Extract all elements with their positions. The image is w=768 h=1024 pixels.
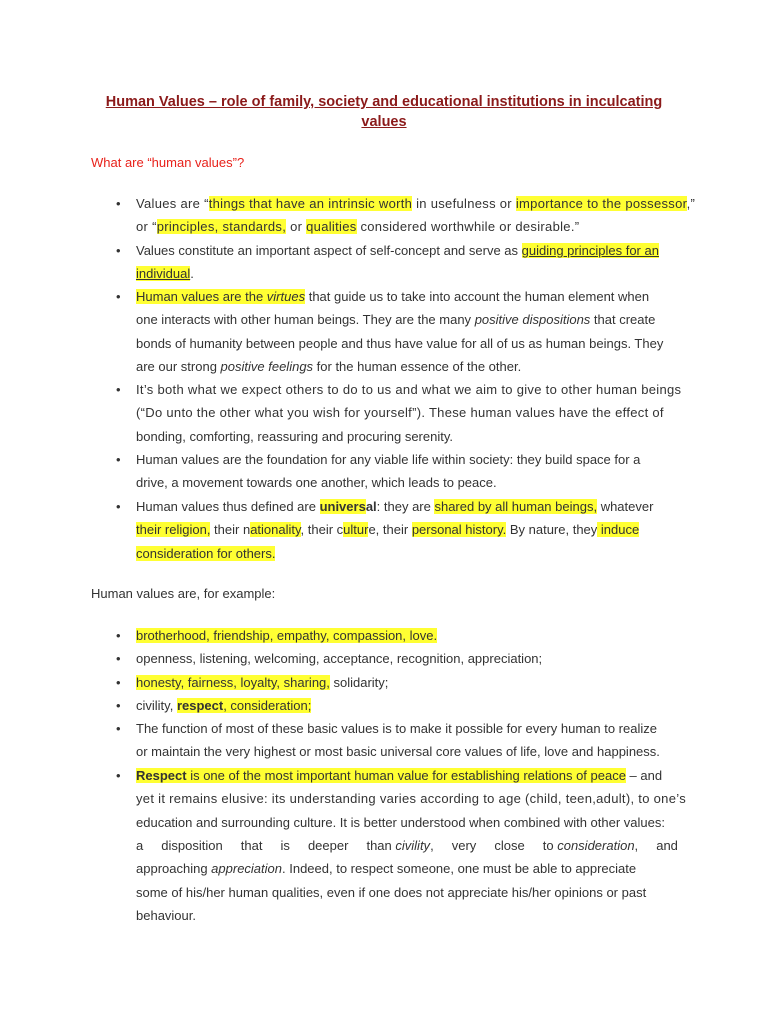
text-span: civility — [395, 837, 431, 853]
highlight-span: their religion, — [136, 522, 211, 538]
text-span: whatever — [597, 499, 654, 514]
text-line: or maintain the very highest or most basic universal core values of life, love and happiness. — [136, 744, 660, 760]
highlight-span: qualities — [306, 219, 357, 235]
highlight-span: consideration for others. — [136, 545, 276, 561]
text-line — [136, 285, 678, 308]
highlight-span: guiding principles for an — [521, 243, 659, 258]
text-span: very — [451, 837, 477, 853]
text-span: , — [430, 837, 434, 853]
highlight-span: principles, standards, — [156, 219, 287, 235]
text-line: It’s both what we expect others to do to us and what we aim to give to other human beings — [136, 382, 682, 397]
text-line — [136, 542, 678, 565]
text-line: openness, listening, welcoming, acceptance, recognition, appreciation; — [136, 651, 543, 666]
bullet-marker: • — [116, 196, 121, 211]
text-span: that — [240, 837, 263, 853]
text-span: deeper — [307, 837, 349, 853]
highlight-span: personal history. — [411, 522, 507, 538]
bullet-marker: • — [116, 768, 121, 783]
title-line-2: values — [361, 114, 407, 130]
text-span: al — [365, 499, 377, 514]
text-span: close — [494, 837, 525, 853]
text-span: their n — [210, 522, 251, 538]
text-span: for the human essence of the other. — [313, 358, 522, 374]
text-line — [136, 355, 678, 378]
text-span: positive feelings — [220, 358, 314, 374]
text-span: that create — [590, 312, 656, 328]
highlight-span: individual — [136, 266, 191, 282]
text-span: solidarity; — [329, 675, 389, 690]
document-title — [80, 92, 688, 132]
text-span: Values are “ — [136, 196, 209, 211]
bullet-marker: • — [116, 721, 121, 736]
highlight-span: brotherhood, friendship, empathy, compassion, love. — [136, 628, 438, 643]
text-span: or — [286, 219, 307, 235]
text-line — [136, 694, 678, 717]
text-line — [136, 764, 678, 787]
text-span: , their c — [300, 522, 344, 538]
examples-intro: Human values are, for example: — [91, 586, 276, 601]
text-span: Values constitute an important aspect of self-concept and serve as — [136, 243, 522, 258]
highlight-span: , consideration; — [223, 698, 312, 713]
text-span: . — [190, 266, 194, 282]
text-line — [136, 262, 678, 285]
bullet-marker: • — [116, 499, 121, 514]
text-span: are our strong — [136, 358, 221, 374]
text-line: education and surrounding culture. It is better understood when combined with other values: — [136, 814, 665, 830]
text-span: and — [656, 837, 678, 853]
text-line — [136, 671, 678, 694]
bullet-marker: • — [116, 382, 121, 397]
highlight-span: Respect — [136, 768, 187, 783]
bullet-marker: • — [116, 452, 121, 467]
text-span: e, their — [368, 522, 412, 538]
highlight-span: respect — [176, 698, 224, 713]
highlight-span: things that have an intrinsic worth — [208, 196, 413, 211]
section-question: What are “human values”? — [91, 155, 245, 170]
text-span: approaching — [136, 861, 212, 877]
text-span: positive dispositions — [474, 312, 591, 328]
text-span: that guide us to take into account the human element when — [305, 289, 650, 304]
text-line — [136, 834, 678, 857]
text-span: one interacts with other human beings. They are the many — [136, 312, 475, 328]
text-line: bonding, comforting, reassuring and procuring serenity. — [136, 428, 453, 444]
text-line — [136, 857, 678, 880]
highlight-span: Human values are the — [136, 289, 267, 304]
highlight-span: is one of the most important human value for establishing relations of peace — [186, 768, 626, 783]
text-line: some of his/her human qualities, even if one does not appreciate his/her opinions or past — [136, 884, 647, 900]
highlight-span: virtues — [266, 289, 306, 304]
text-span: to — [542, 837, 558, 853]
text-line: drive, a movement towards one another, which leads to peace. — [136, 475, 497, 491]
text-line: yet it remains elusive: its understanding varies according to age (child, teen,adult), to one’s — [136, 791, 686, 807]
text-line: The function of most of these basic values is to make it possible for every human to realize — [136, 721, 657, 736]
highlight-span: honesty, fairness, loyalty, sharing, — [136, 675, 330, 690]
text-span: Human values thus defined are — [136, 499, 320, 514]
highlight-span: importance to the possessor — [515, 196, 687, 211]
text-span: in usefulness or — [412, 196, 516, 211]
text-line — [136, 308, 678, 331]
text-span — [366, 834, 433, 857]
text-line — [136, 192, 696, 215]
highlight-span: induce — [597, 522, 640, 538]
bullet-marker: • — [116, 628, 121, 643]
bullet-marker: • — [116, 243, 121, 258]
title-line-1: Human Values – role of family, society and educational institutions in inculcating — [105, 94, 663, 110]
text-span: consideration — [557, 837, 635, 853]
text-span: a — [136, 837, 144, 853]
text-line: bonds of humanity between people and thus have value for all of us as human beings. They — [136, 335, 664, 351]
bullet-marker: • — [116, 651, 121, 666]
text-line — [136, 215, 678, 238]
text-span: than — [366, 837, 396, 853]
text-span: civility, — [136, 698, 177, 713]
highlight-span: shared by all human beings, — [434, 499, 598, 514]
text-line — [136, 239, 678, 262]
text-span: By nature, they — [506, 522, 598, 538]
bullet-marker: • — [116, 675, 121, 690]
text-span: , — [634, 837, 639, 853]
text-line — [136, 624, 678, 647]
bullet-marker: • — [116, 698, 121, 713]
text-span: . Indeed, to respect someone, one must be able to appreciate — [282, 861, 637, 877]
text-line: behaviour. — [136, 907, 196, 923]
bullet-marker: • — [116, 289, 121, 304]
text-span: – and — [625, 768, 663, 783]
text-span: is — [280, 837, 290, 853]
text-span: : they are — [376, 499, 435, 514]
text-line — [136, 495, 678, 518]
highlight-span: univers — [319, 499, 366, 514]
text-line: Human values are the foundation for any viable life within society: they build space for a — [136, 452, 641, 467]
highlight-span: ationality — [250, 522, 301, 538]
text-span: considered worthwhile or desirable.” — [356, 219, 580, 235]
text-line: (“Do unto the other what you wish for yourself”). These human values have the effect of — [136, 405, 664, 421]
text-span: ,” — [686, 196, 696, 211]
text-span: appreciation — [211, 861, 282, 877]
text-line — [136, 518, 678, 541]
text-span: disposition — [161, 837, 223, 853]
text-span — [543, 834, 638, 857]
highlight-span: ultur — [343, 522, 369, 538]
text-span: or “ — [136, 219, 157, 235]
